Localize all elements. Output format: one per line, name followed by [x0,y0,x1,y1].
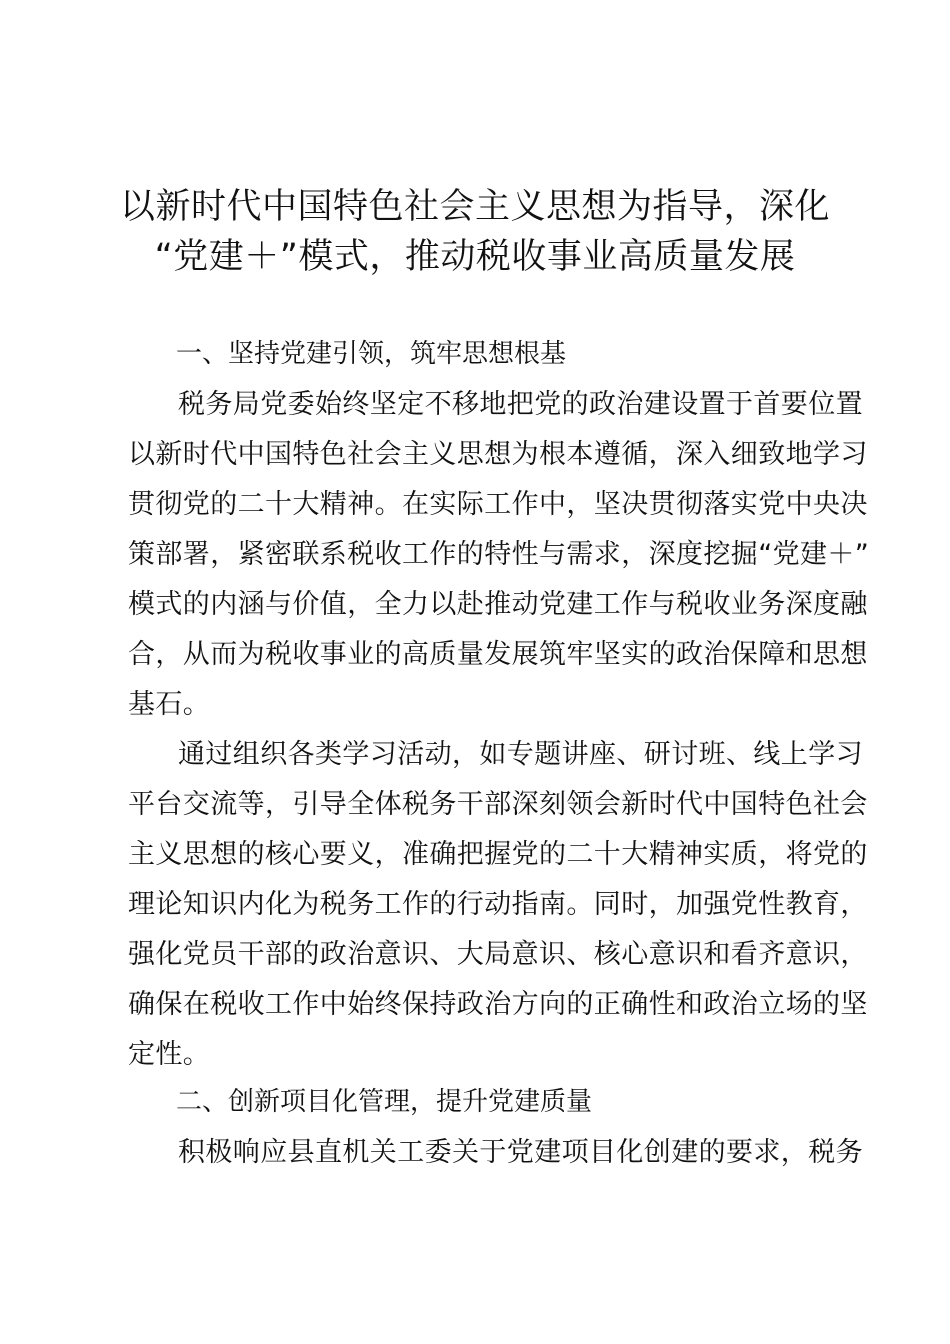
paragraph-line: 平台交流等，引导全体税务干部深刻领会新时代中国特色社会 [128,789,868,820]
section-2-heading: 二、创新项目化管理，提升党建质量 [176,1087,593,1117]
paragraph-line: 模式的内涵与价值，全力以赴推动党建工作与税收业务深度融 [128,589,868,620]
paragraph-line: 主义思想的核心要义，准确把握党的二十大精神实质，将党的 [128,839,868,870]
paragraph-line: 通过组织各类学习活动，如专题讲座、研讨班、线上学习 [178,739,863,770]
paragraph-line: 合，从而为税收事业的高质量发展筑牢坚实的政治保障和思想 [128,639,868,670]
paragraph-line: 贯彻党的二十大精神。在实际工作中，坚决贯彻落实党中央决 [128,489,868,520]
document-title-line-2: “党建＋”模式，推动税收事业高质量发展 [154,237,796,277]
paragraph-line: 策部署，紧密联系税收工作的特性与需求，深度挖掘“党建＋” [128,539,870,570]
paragraph-line: 积极响应县直机关工委关于党建项目化创建的要求，税务 [178,1137,863,1168]
paragraph-line: 理论知识内化为税务工作的行动指南。同时，加强党性教育， [128,889,868,920]
paragraph-line: 基石。 [128,689,211,720]
document-title-line-1: 以新时代中国特色社会主义思想为指导，深化 [120,187,831,227]
paragraph-line: 定性。 [128,1039,211,1070]
paragraph-line: 确保在税收工作中始终保持政治方向的正确性和政治立场的坚 [128,989,868,1020]
section-1-heading: 一、坚持党建引领，筑牢思想根基 [176,339,567,369]
paragraph-line: 强化党员干部的政治意识、大局意识、核心意识和看齐意识， [128,939,868,970]
paragraph-line: 以新时代中国特色社会主义思想为根本遵循，深入细致地学习 [128,439,868,470]
paragraph-line: 税务局党委始终坚定不移地把党的政治建设置于首要位置 [178,389,863,420]
